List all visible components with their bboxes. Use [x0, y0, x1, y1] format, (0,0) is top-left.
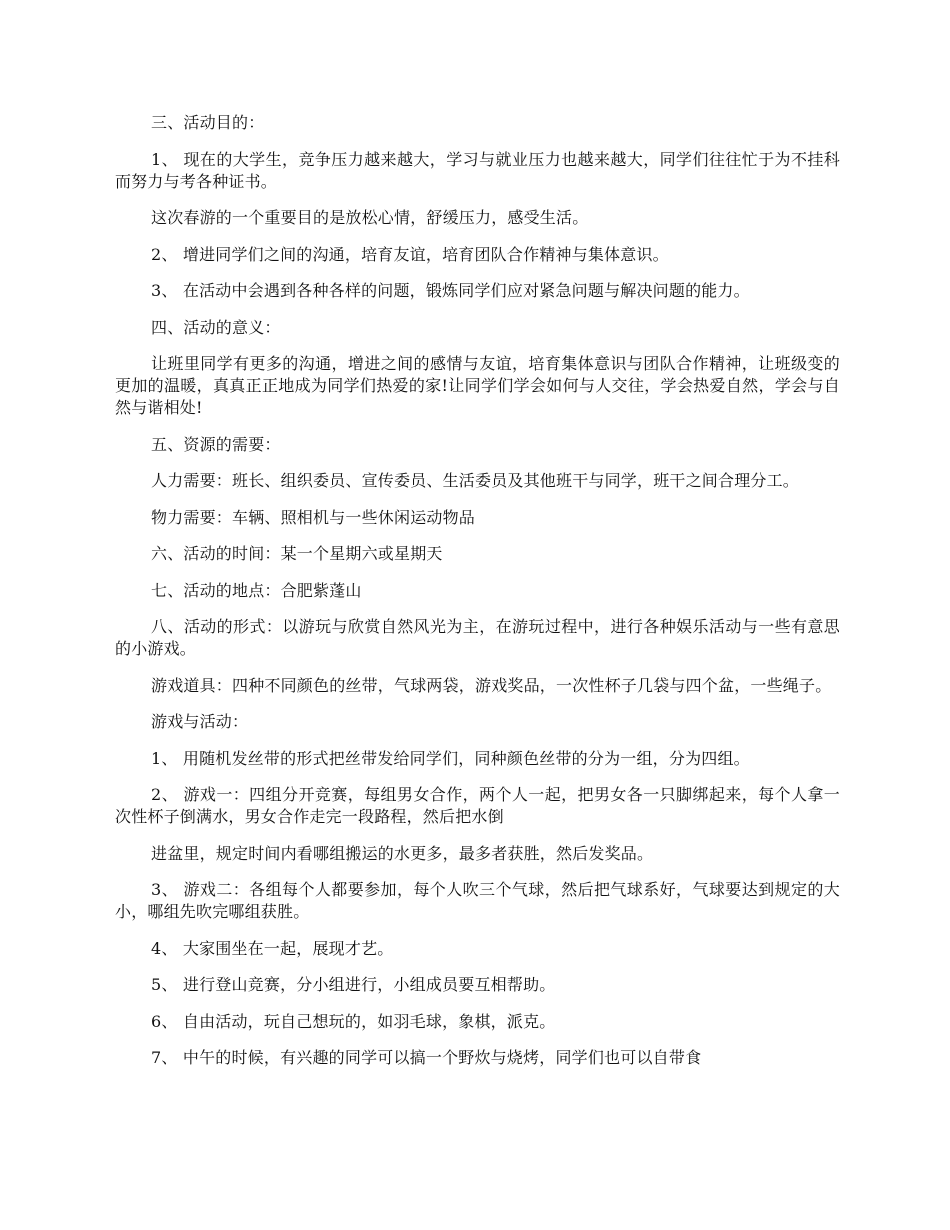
resources-material: 物力需要：车辆、照相机与一些休闲运动物品	[151, 507, 476, 527]
games-item-7: 7、 中午的时候，有兴趣的同学可以搞一个野炊与烧烤，同学们也可以自带食	[151, 1048, 702, 1067]
section-location: 七、活动的地点：合肥紫蓬山	[151, 580, 362, 600]
games-item-5: 5、 进行登山竞赛，分小组进行，小组成员要互相帮助。	[151, 975, 556, 994]
resources-human: 人力需要：班长、组织委员、宣传委员、生活委员及其他班干与同学，班干之间合理分工。	[151, 471, 800, 490]
purpose-item-1-continued: 这次春游的一个重要目的是放松心情，舒缓压力，感受生活。	[151, 208, 589, 227]
purpose-item-3: 3、 在活动中会遇到各种各样的问题，锻炼同学们应对紧急问题与解决问题的能力。	[151, 281, 750, 300]
purpose-item-1: 1、 现在的大学生，竞争压力越来越大，学习与就业压力也越来越大，同学们往往忙于为不挂科而努力与考各种证书。	[115, 149, 840, 191]
games-item-6: 6、 自由活动，玩自己想玩的，如羽毛球，象棋，派克。	[151, 1011, 556, 1031]
games-heading: 游戏与活动：	[151, 712, 249, 731]
purpose-item-2: 2、 增进同学们之间的沟通，培育友谊，培育团队合作精神与集体意识。	[151, 244, 669, 264]
significance-text: 让班里同学有更多的沟通，增进之间的感情与友谊，培育集体意识与团队合作精神，让班级变的更加的温暖，真真正正地成为同学们热爱的家!让同学们学会如何与人交往，学会热爱自然，学会与自然与谐相处!	[115, 354, 840, 417]
section-heading-purpose: 三、活动目的：	[151, 113, 265, 132]
games-item-2-continued: 进盆里，规定时间内看哪组搬运的水更多，最多者获胜，然后发奖品。	[151, 843, 654, 863]
games-item-2: 2、 游戏一：四组分开竞赛，每组男女合作，两个人一起，把男女各一只脚绑起来，每个人拿一次性杯子倒满水，男女合作走完一段路程，然后把水倒	[115, 785, 840, 826]
section-time: 六、活动的时间：某一个星期六或星期天	[151, 544, 443, 563]
document-body	[115, 112, 840, 1084]
games-item-4: 4、 大家围坐在一起，展现才艺。	[151, 938, 394, 958]
games-item-1: 1、 用随机发丝带的形式把丝带发给同学们，同种颜色丝带的分为一组，分为四组。	[151, 748, 750, 768]
section-heading-significance: 四、活动的意义：	[151, 317, 281, 337]
games-item-3: 3、 游戏二：各组每个人都要参加，每个人吹三个气球，然后把气球系好，气球要达到规定的大小，哪组先吹完哪组获胜。	[115, 880, 840, 921]
game-props: 游戏道具：四种不同颜色的丝带，气球两袋，游戏奖品，一次性杯子几袋与四个盆，一些绳子。	[151, 675, 832, 695]
section-format: 八、活动的形式：以游玩与欣赏自然风光为主，在游玩过程中，进行各种娱乐活动与一些有意思的小游戏。	[115, 617, 840, 658]
section-heading-resources: 五、资源的需要：	[151, 434, 281, 454]
